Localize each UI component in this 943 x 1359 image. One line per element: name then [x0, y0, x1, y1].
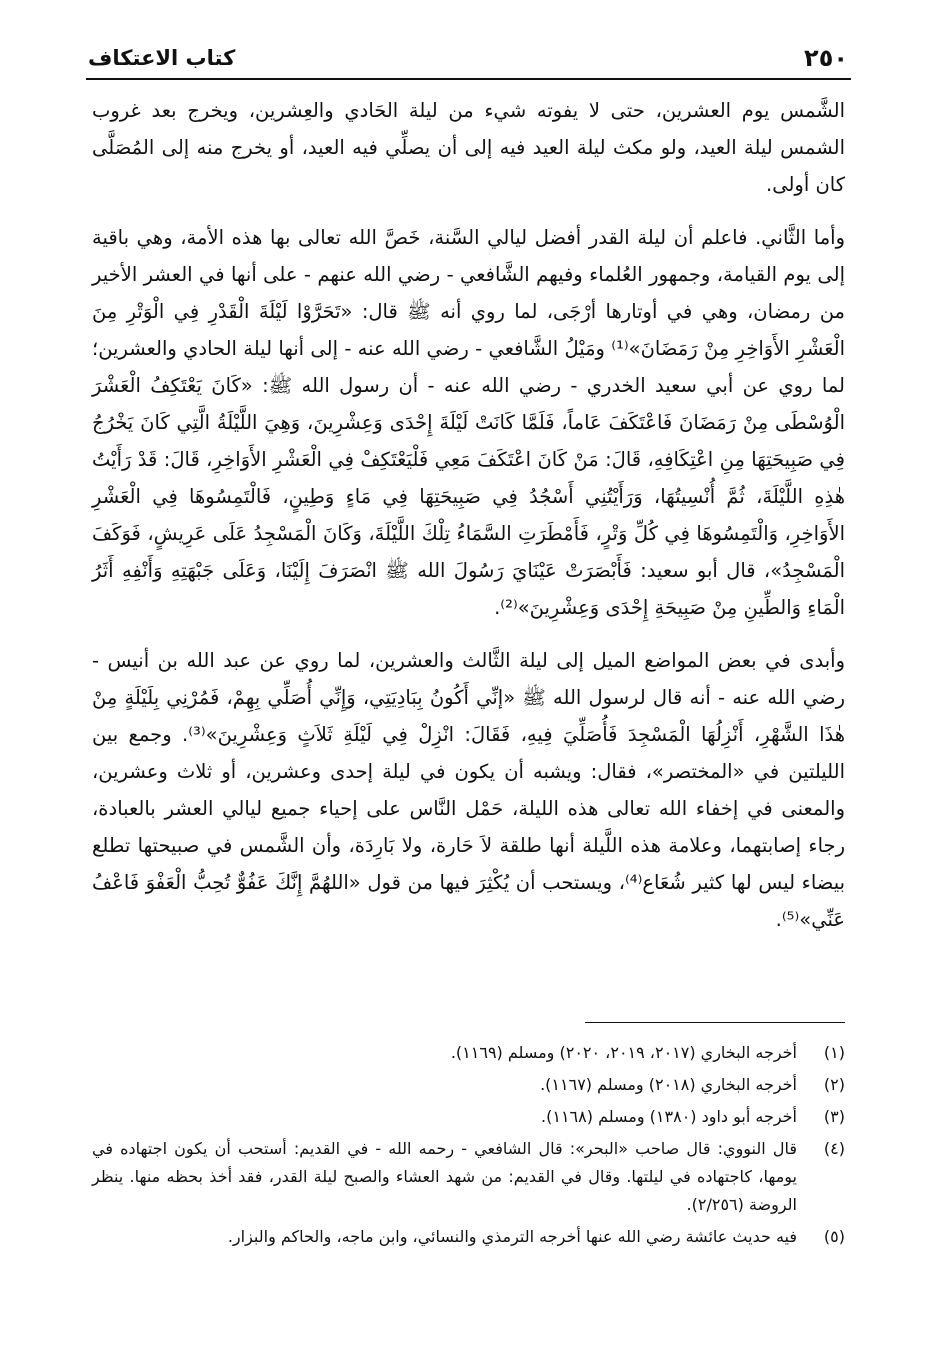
paragraph-2: وأما الثَّاني. فاعلم أن ليلة القدر أفضل ليالي السَّنة، خَصَّ الله تعالى بها هذه الأمة، وهي باقية إلى يوم القيامة، وجمهور العُلماء وفيهم الشَّافعي - رضي الله عنهم - على أنها في العشر الأخير من رمضان، وهي في أوتارها أرْجَى، لما روي أنه ﷺ قال: «تَحَرَّوْا لَيْلَةَ الْقَدْرِ فِي الْوَتْرِ مِنَ الْعَشْرِ الأَوَاخِرِ مِنْ رَمَضَانَ»⁽¹⁾ ومَيْلُ الشَّافعي - رضي الله عنه - إلى أنها ليلة الحادي والعشرين؛ لما روي عن أبي سعيد الخدري - رضي الله عنه - أن رسول الله ﷺ: «كَانَ يَعْتَكِفُ الْعَشْرَ الْوُسْطَى مِنْ رَمَضَانَ فَاعْتَكَفَ عَاماً، فَلَمَّا كَانَتْ لَيْلَةَ إِحْدَى وَعِشْرِينَ، وَهِيَ اللَّيْلَةُ الَّتِي كَانَ يَخْرُجُ فِي صَبِيحَتِهَا مِنِ اعْتِكَافِهِ، قَالَ: مَنْ كَانَ اعْتَكَفَ مَعِي فَلْيَعْتَكِفْ فِي الْعَشْرِ الأَوَاخِرِ، قَالَ: قَدْ رَأَيْتُ هٰذِهِ اللَّيْلَةَ، ثُمَّ أُنْسِيتُهَا، وَرَأَيْتُنِي أَسْجُدُ فِي صَبِيحَتِهَا فِي مَاءٍ وَطِينٍ، فَالْتَمِسُوهَا فِي الْعَشْرِ الأَوَاخِرِ، وَالْتَمِسُوهَا فِي كُلِّ وَتْرٍ، فَأَمْطَرَتِ السَّمَاءُ تِلْكَ اللَّيْلَةَ، وَكَانَ الْمَسْجِدُ عَلَى عَرِيشٍ، فَوَكَفَ الْمَسْجِدُ»، قال أبو سعيد: فَأَبْصَرَتْ عَيْنَايَ رَسُولَ الله ﷺ انْصَرَفَ إِلَيْنَا، وَعَلَى جَبْهَتِهِ وَأَنْفِهِ أَثَرُ الْمَاءِ وَالطِّينِ مِنْ صَبِيحَةِ إِحْدَى وَعِشْرِينَ»⁽²⁾. — [92, 226, 845, 619]
paragraph-1: الشَّمس يوم العشرين، حتى لا يفوته شيء من ليلة الحَادي والعِشرين، ويخرج بعد غروب الشمس ليلة العيد، ولو مكث ليلة العيد فيه إلى أن يصلِّي فيه العيد، أو يخرج منه إلى المُصَلَّى كان أولى. — [92, 99, 845, 196]
footnote-3 — [92, 1103, 845, 1131]
footnote-number: (٢) — [823, 1075, 845, 1094]
footnote-number: (٣) — [823, 1107, 845, 1126]
footnote-1 — [92, 1039, 845, 1067]
footnote-number: (٥) — [823, 1227, 845, 1246]
footnote-text: أخرجه أبو داود (١٣٨٠) ومسلم (١١٦٨). — [541, 1107, 797, 1126]
footnote-text: أخرجه البخاري (٢٠١٧، ٢٠١٩، ٢٠٢٠) ومسلم (١١٦٩). — [450, 1043, 797, 1062]
header-rule — [86, 78, 851, 80]
page-number: ٢٥٠ — [804, 44, 848, 72]
footnote-number: (١) — [823, 1043, 845, 1062]
footnote-text: أخرجه البخاري (٢٠١٨) ومسلم (١١٦٧). — [540, 1075, 797, 1094]
footnote-number: (٤) — [823, 1139, 845, 1158]
chapter-title: كتاب الاعتكاف — [88, 46, 236, 70]
footnote-text: فيه حديث عائشة رضي الله عنها أخرجه الترمذي والنسائي، وابن ماجه، والحاكم والبزار. — [227, 1227, 797, 1246]
footnotes — [92, 1022, 845, 1255]
paragraph-3: وأبدى في بعض المواضع الميل إلى ليلة الثَّالث والعشرين، لما روي عن عبد الله بن أنيس - رضي الله عنه - أنه قال لرسول الله ﷺ «إنِّي أَكُونُ بِبَادِيَتِي، وَإِنِّي أُصَلِّي بِهِمْ، فَمُرْنِي بِلَيْلَةٍ مِنْ هٰذَا الشَّهْرِ، أَنْزِلُهَا الْمَسْجِدَ فَأُصَلِّيَ فِيهِ، فَقَالَ: انْزِلْ فِي لَيْلَةِ ثَلاَثٍ وَعِشْرِينَ»⁽³⁾. وجمع بين الليلتين في «المختصر»، فقال: ويشبه أن يكون في ليلة إحدى وعشرين، أو ثلاث وعشرين، والمعنى في إخفاء الله تعالى هذه الليلة، حَمْل النَّاس على إحياء جميع ليالي العشر بالعبادة، رجاء إصابتهما، وعلامة هذه اللَّيلة أنها طلقة لاَ حَارة، ولا بَارِدَة، وأن الشَّمس في صبيحتها تطلع بيضاء ليس لها كثير شُعَاع⁽⁴⁾، ويستحب أن يُكْثِرَ فيها من قول «اللهُمَّ إِنَّكَ عَفُوٌّ تُحِبُّ الْعَفْوَ فَاعْفُ عَنِّي»⁽⁵⁾. — [92, 649, 846, 931]
main-text — [92, 92, 845, 938]
footnote-5 — [92, 1223, 845, 1251]
running-header — [88, 38, 848, 78]
footnote-2 — [92, 1071, 845, 1099]
footnote-4 — [92, 1135, 845, 1219]
footnote-rule — [585, 1022, 845, 1023]
footnote-text: قال النووي: قال صاحب «البحر»: قال الشافعي - رحمه الله - في القديم: أستحب أن يكون اجتهاده في يومها، كاجتهاده في ليلتها. وقال في القديم: من شهد العشاء والصبح ليلة القدر، فقد أخذ بحظه منها. ينظر الروضة (٢/٢٥٦). — [92, 1139, 797, 1214]
